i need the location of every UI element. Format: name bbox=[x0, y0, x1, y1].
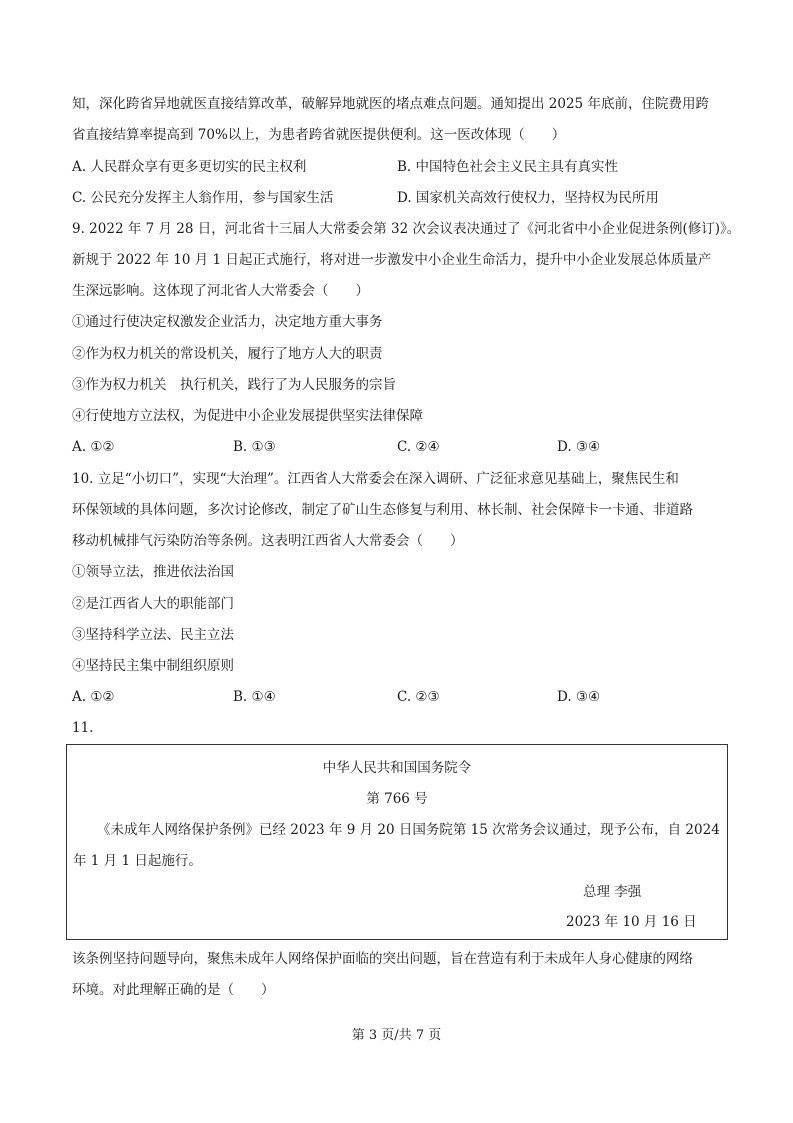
q11-number: 11. bbox=[72, 720, 94, 736]
q10-stem-line-1: 10. 立足“小切口”，实现“大治理”。江西省人大常委会在深入调研、广泛征求意见基础上，聚焦民生和 bbox=[72, 471, 679, 487]
q11-stem-line-1: 该条例坚持问题导向，聚焦未成年人网络保护面临的突出问题，旨在营造有利于未成年人身心健康的网络 bbox=[72, 951, 693, 967]
q8-option-b: B. 中国特色社会主义民主具有真实性 bbox=[397, 159, 619, 175]
q9-stem-line-2: 新规于 2022 年 10 月 1 日起正式施行，将对进一步激发中小企业生命活力，提升中小企业发展总体质量产 bbox=[72, 252, 712, 268]
q9-stem-line-3: 生深远影响。这体现了河北省人大常委会（ ） bbox=[72, 283, 369, 299]
decree-title: 中华人民共和国国务院令 bbox=[322, 760, 472, 776]
q9-statement-4: ④行使地方立法权，为促进中小企业发展提供坚实法律保障 bbox=[72, 408, 423, 424]
q10-option-a: A. ①② bbox=[72, 689, 115, 705]
q10-statement-1: ①领导立法，推进依法治国 bbox=[72, 564, 234, 580]
q10-statement-2: ②是江西省人大的职能部门 bbox=[72, 596, 234, 612]
q10-option-d: D. ③④ bbox=[557, 689, 601, 705]
q9-statement-3: ③作为权力机关 执行机关，践行了为人民服务的宗旨 bbox=[72, 377, 396, 393]
q8-stem-line-1: 知，深化跨省异地就医直接结算改革，破解异地就医的堵点难点问题。通知提出 2025 年底前，住院费用跨 bbox=[72, 96, 709, 112]
q9-statement-2: ②作为权力机关的常设机关，履行了地方人大的职责 bbox=[72, 346, 383, 362]
q9-option-b: B. ①③ bbox=[233, 439, 276, 455]
q10-option-c: C. ②③ bbox=[397, 689, 440, 705]
q8-option-a: A. 人民群众享有更多更切实的民主权利 bbox=[72, 159, 307, 175]
q9-option-c: C. ②④ bbox=[397, 439, 440, 455]
decree-date: 2023 年 10 月 16 日 bbox=[566, 914, 697, 930]
q8-option-d: D. 国家机关高效行使权力，坚持权为民所用 bbox=[397, 190, 659, 206]
decree-number: 第 766 号 bbox=[366, 791, 428, 807]
q10-statement-3: ③坚持科学立法、民主立法 bbox=[72, 627, 234, 643]
q10-stem-line-3: 移动机械排气污染防治等条例。这表明江西省人大常委会（ ） bbox=[72, 533, 464, 549]
q10-statement-4: ④坚持民主集中制组织原则 bbox=[72, 658, 234, 674]
decree-body-line-2: 年 1 月 1 日起施行。 bbox=[73, 853, 202, 869]
q10-option-b: B. ①④ bbox=[233, 689, 276, 705]
q9-option-a: A. ①② bbox=[72, 439, 115, 455]
q9-statement-1: ①通过行使决定权激发企业活力，决定地方重大事务 bbox=[72, 314, 383, 330]
q11-stem-line-2: 环境。对此理解正确的是（ ） bbox=[72, 982, 275, 998]
q8-option-c: C. 公民充分发挥主人翁作用，参与国家生活 bbox=[72, 190, 334, 206]
page-footer: 第 3 页/共 7 页 bbox=[351, 1028, 442, 1043]
q9-option-d: D. ③④ bbox=[557, 439, 601, 455]
decree-signer: 总理 李强 bbox=[583, 884, 642, 900]
decree-notice-box bbox=[66, 744, 728, 940]
q10-stem-line-2: 环保领域的具体问题，多次讨论修改，制定了矿山生态修复与利用、林长制、社会保障卡一卡通、非道路 bbox=[72, 502, 693, 518]
q8-stem-line-2: 省直接结算率提高到 70%以上，为患者跨省就医提供便利。这一医改体现（ ） bbox=[72, 127, 566, 143]
q9-stem-line-1: 9. 2022 年 7 月 28 日，河北省十三届人大常委会第 32 次会议表决通过了《河北省中小企业促进条例(修订)》。 bbox=[72, 221, 741, 237]
decree-body-line-1: 《未成年人网络保护条例》已经 2023 年 9 月 20 日国务院第 15 次常务会议通过，现予公布，自 2024 bbox=[97, 822, 720, 838]
